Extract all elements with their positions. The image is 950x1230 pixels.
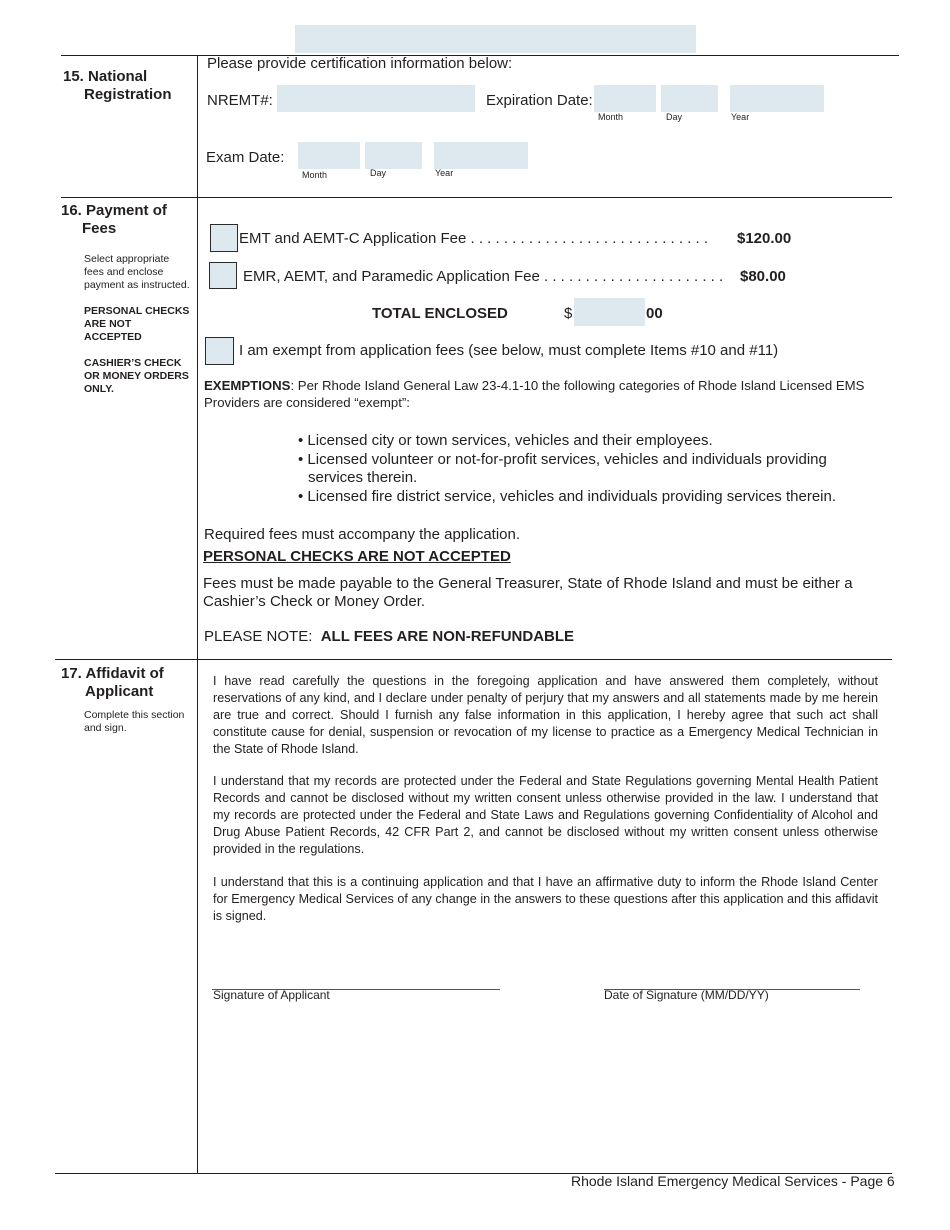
expiration-date-label: Expiration Date: bbox=[486, 92, 593, 109]
column-divider bbox=[197, 55, 198, 1174]
expiration-year-caption: Year bbox=[731, 112, 750, 122]
section-17-title-line2: Applicant bbox=[85, 683, 154, 700]
exemptions-paragraph bbox=[204, 378, 874, 411]
exempt-list-item: • Licensed volunteer or not-for-profit services, vehicles and individuals providing services therein. bbox=[298, 451, 868, 488]
section-17-side-note: Complete this section and sign. bbox=[84, 709, 185, 734]
affidavit-paragraph-3: I understand that this is a continuing application and that I have an affirmative duty to inform the Rhode Island Center for Emergency Medical Services of any change in the answers to these questions after this application and this affidavit is signed. bbox=[213, 875, 878, 923]
fee2-checkbox[interactable] bbox=[209, 262, 237, 289]
total-amount-input[interactable] bbox=[574, 298, 645, 326]
exam-day-input[interactable] bbox=[365, 142, 422, 169]
section-16-title bbox=[61, 202, 167, 238]
exempt-list-item: • Licensed city or town services, vehicles and their employees. bbox=[298, 432, 868, 451]
fee2-amount: $80.00 bbox=[740, 268, 786, 285]
exam-date-label: Exam Date: bbox=[206, 149, 285, 166]
certification-instruction: Please provide certification information below: bbox=[207, 55, 513, 72]
section-16-side-note: Select appropriate fees and enclose payment as instructed. bbox=[84, 253, 190, 291]
required-fees-text: Required fees must accompany the application. bbox=[204, 526, 521, 543]
fee2-leader-dots: . . . . . . . . . . . . . . . . . . . . . . bbox=[539, 268, 724, 285]
exam-month-input[interactable] bbox=[298, 142, 360, 169]
exam-year-caption: Year bbox=[435, 168, 454, 178]
non-refundable-note: ALL FEES ARE NON-REFUNDABLE bbox=[320, 628, 575, 645]
header-field[interactable] bbox=[295, 25, 696, 53]
fee1-row bbox=[239, 230, 708, 248]
section-17-title-line1: 17. Affidavit of bbox=[61, 665, 164, 682]
affidavit-paragraph-2: I understand that my records are protected under the Federal and State Regulations governing Mental Health Patient Records and cannot be disclosed without my written consent unless otherwise provided in the law. I understand that my records are protected under the Federal and State Laws and Regulations governing Confidentiality of Alcohol and Drug Abuse Patient Records, 42 CFR Part 2, and cannot be disclosed without my written consent unless otherwise provided in the regulations. bbox=[213, 774, 878, 856]
exam-month-caption: Month bbox=[302, 170, 328, 180]
page-footer: Rhode Island Emergency Medical Services - Page 6 bbox=[571, 1173, 895, 1189]
total-enclosed-label: TOTAL ENCLOSED bbox=[372, 305, 508, 322]
exemptions-heading: EXEMPTIONS bbox=[204, 378, 291, 393]
exempt-list bbox=[298, 432, 868, 506]
section-16-title-line1: 16. Payment of bbox=[61, 202, 167, 219]
signature-label: Signature of Applicant bbox=[213, 988, 330, 1002]
fee1-amount: $120.00 bbox=[737, 230, 792, 247]
fee2-label: EMR, AEMT, and Paramedic Application Fee bbox=[243, 268, 540, 285]
exempt-label: I am exempt from application fees (see below, must complete Items #10 and #11) bbox=[239, 342, 779, 359]
section-17-title bbox=[61, 665, 164, 701]
payable-text: Fees must be made payable to the General Treasurer, State of Rhode Island and must be either a Cashier’s Check or Money Order. bbox=[203, 575, 853, 610]
exempt-checkbox[interactable] bbox=[205, 337, 234, 365]
section-15-title bbox=[63, 68, 172, 104]
please-note-label: PLEASE NOTE: bbox=[204, 628, 313, 645]
exam-day-caption: Day bbox=[370, 168, 387, 178]
expiration-day-input[interactable] bbox=[661, 85, 718, 112]
fee2-row bbox=[243, 268, 723, 286]
section-16-title-line2: Fees bbox=[82, 220, 117, 237]
affidavit-paragraph-1: I have read carefully the questions in the foregoing application and have answered them completely, without reservations of any kind, and I declare under penalty of perjury that my answers and all statements made by me herein are true and correct. Should I furnish any false information in this application, I hereby agree that such act shall constitute cause for denial, suspension or revocation of my license to practice as a Emergency Medical Technician in the State of Rhode Island. bbox=[213, 674, 878, 756]
divider-16-17 bbox=[55, 659, 892, 660]
section-16-side-cashier: CASHIER’S CHECK OR MONEY ORDERS ONLY. bbox=[84, 357, 189, 395]
expiration-year-input[interactable] bbox=[730, 85, 824, 112]
no-personal-checks: PERSONAL CHECKS ARE NOT ACCEPTED bbox=[203, 548, 511, 565]
nremt-label: NREMT#: bbox=[207, 92, 273, 109]
expiration-month-input[interactable] bbox=[594, 85, 656, 112]
exempt-list-item: • Licensed fire district service, vehicles and individuals providing services therein. bbox=[298, 488, 868, 507]
divider-15-16 bbox=[61, 197, 892, 198]
section-16-side-warning: PERSONAL CHECKS ARE NOT ACCEPTED bbox=[84, 305, 190, 343]
expiration-day-caption: Day bbox=[666, 112, 683, 122]
expiration-month-caption: Month bbox=[598, 112, 624, 122]
total-cents: 00 bbox=[646, 305, 663, 322]
fee1-label: EMT and AEMT-C Application Fee bbox=[239, 230, 467, 247]
fee1-leader-dots: . . . . . . . . . . . . . . . . . . . . . . . . . . . . . bbox=[466, 230, 709, 247]
date-signature-label: Date of Signature (MM/DD/YY) bbox=[604, 988, 769, 1002]
fee1-checkbox[interactable] bbox=[210, 224, 238, 252]
section-15-title-line2: Registration bbox=[84, 86, 172, 103]
please-note-row bbox=[204, 628, 574, 646]
nremt-input[interactable] bbox=[277, 85, 475, 112]
section-15-title-line1: 15. National bbox=[63, 68, 148, 85]
total-currency-symbol: $ bbox=[564, 305, 573, 322]
exemptions-text: : Per Rhode Island General Law 23-4.1-10 the following categories of Rhode Island Licensed EMS Providers are considered “exempt”: bbox=[204, 378, 865, 410]
exam-year-input[interactable] bbox=[434, 142, 528, 169]
